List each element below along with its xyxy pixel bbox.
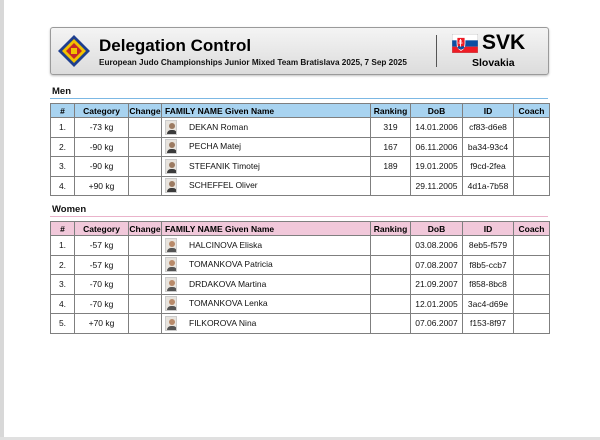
row-number: 2.: [51, 137, 75, 157]
change-cell: [129, 118, 162, 138]
coach-cell: [514, 157, 550, 177]
ranking-cell: 167: [371, 137, 411, 157]
category-cell: -70 kg: [75, 275, 129, 295]
athlete-name: HALCINOVA Eliska: [189, 239, 263, 250]
ranking-cell: [371, 294, 411, 314]
athlete-name: SCHEFFEL Oliver: [189, 180, 258, 190]
coach-cell: [514, 255, 550, 275]
row-number: 1.: [51, 118, 75, 138]
ranking-cell: [371, 275, 411, 295]
athlete-cell: [162, 275, 371, 295]
col-category: Category: [75, 104, 129, 118]
id-cell: ba34-93c4: [463, 137, 514, 157]
id-cell: cf83-d6e8: [463, 118, 514, 138]
athlete-cell: [162, 137, 371, 157]
country-code: SVK: [482, 31, 526, 54]
event-subtitle: European Judo Championships Junior Mixed Team Bratislava 2025, 7 Sep 2025: [99, 58, 407, 67]
dob-cell: 06.11.2006: [411, 137, 463, 157]
slovakia-flag: [452, 34, 478, 53]
athlete-photo-icon: [165, 159, 177, 174]
dob-cell: 07.08.2007: [411, 255, 463, 275]
ranking-cell: [371, 255, 411, 275]
row-number: 3.: [51, 275, 75, 295]
european-judo-union-logo: [57, 34, 91, 68]
table-row: [51, 275, 550, 295]
id-cell: 3ac4-d69e: [463, 294, 514, 314]
ranking-cell: [371, 314, 411, 334]
coach-cell: [514, 314, 550, 334]
women-header-row: [51, 222, 550, 236]
table-row: [51, 294, 550, 314]
dob-cell: 12.01.2005: [411, 294, 463, 314]
change-cell: [129, 275, 162, 295]
table-row: [51, 314, 550, 334]
athlete-name: PECHA Matej: [189, 141, 241, 151]
category-cell: -70 kg: [75, 294, 129, 314]
col-ranking: Ranking: [371, 104, 411, 118]
men-header-row: [51, 104, 550, 118]
category-cell: -73 kg: [75, 118, 129, 138]
athlete-photo-icon: [165, 120, 177, 135]
athlete-photo-icon: [165, 178, 177, 193]
change-cell: [129, 157, 162, 177]
col-dob: DoB: [411, 104, 463, 118]
category-cell: -90 kg: [75, 157, 129, 177]
dob-cell: 07.06.2007: [411, 314, 463, 334]
coach-cell: [514, 294, 550, 314]
col-id: ID: [463, 104, 514, 118]
coach-cell: [514, 137, 550, 157]
athlete-cell: [162, 314, 371, 334]
page-edge: [0, 0, 4, 440]
men-section-line: [50, 98, 548, 99]
coach-cell: [514, 236, 550, 256]
ranking-cell: [371, 176, 411, 196]
col-name: FAMILY NAME Given Name: [162, 222, 371, 236]
athlete-photo-icon: [165, 316, 177, 331]
coach-cell: [514, 118, 550, 138]
coach-cell: [514, 176, 550, 196]
col-number: #: [51, 222, 75, 236]
id-cell: f153-8f97: [463, 314, 514, 334]
athlete-cell: [162, 176, 371, 196]
athlete-name: FILKOROVA Nina: [189, 317, 257, 328]
category-cell: +70 kg: [75, 314, 129, 334]
id-cell: f858-8bc8: [463, 275, 514, 295]
col-coach: Coach: [514, 104, 550, 118]
men-table: [50, 103, 550, 196]
col-change: Change: [129, 223, 161, 234]
athlete-photo-icon: [165, 257, 177, 272]
change-cell: [129, 294, 162, 314]
women-table: [50, 221, 550, 334]
row-number: 4.: [51, 294, 75, 314]
col-number: #: [51, 104, 75, 118]
dob-cell: 19.01.2005: [411, 157, 463, 177]
category-cell: +90 kg: [75, 176, 129, 196]
row-number: 4.: [51, 176, 75, 196]
category-cell: -57 kg: [75, 236, 129, 256]
category-cell: -90 kg: [75, 137, 129, 157]
ranking-cell: [371, 236, 411, 256]
change-cell: [129, 255, 162, 275]
col-category: Category: [75, 222, 129, 236]
id-cell: f8b5-ccb7: [463, 255, 514, 275]
id-cell: f9cd-2fea: [463, 157, 514, 177]
table-row: [51, 236, 550, 256]
athlete-cell: [162, 294, 371, 314]
col-ranking: Ranking: [371, 222, 411, 236]
change-cell: [129, 137, 162, 157]
athlete-cell: [162, 118, 371, 138]
athlete-cell: [162, 255, 371, 275]
col-name: FAMILY NAME Given Name: [162, 104, 371, 118]
coach-cell: [514, 275, 550, 295]
athlete-name: TOMANKOVA Patricia: [189, 259, 273, 269]
dob-cell: 14.01.2006: [411, 118, 463, 138]
dob-cell: 03.08.2006: [411, 236, 463, 256]
row-number: 5.: [51, 314, 75, 334]
table-row: [51, 118, 550, 138]
dob-cell: 29.11.2005: [411, 176, 463, 196]
athlete-name: DRDAKOVA Martina: [189, 278, 267, 289]
row-number: 1.: [51, 236, 75, 256]
table-row: [51, 176, 550, 196]
table-row: [51, 255, 550, 275]
athlete-cell: [162, 236, 371, 256]
athlete-photo-icon: [165, 296, 177, 311]
dob-cell: 21.09.2007: [411, 275, 463, 295]
change-cell: [129, 314, 162, 334]
ranking-cell: 189: [371, 157, 411, 177]
athlete-photo-icon: [165, 139, 177, 154]
athlete-name: STEFANIK Timotej: [189, 160, 260, 171]
men-section-title: Men: [52, 86, 71, 97]
row-number: 2.: [51, 255, 75, 275]
row-number: 3.: [51, 157, 75, 177]
athlete-photo-icon: [165, 277, 177, 292]
col-coach: Coach: [514, 222, 550, 236]
col-change: Change: [129, 105, 161, 116]
country-name: Slovakia: [472, 57, 515, 69]
athlete-photo-icon: [165, 238, 177, 253]
col-dob: DoB: [411, 222, 463, 236]
women-section-title: Women: [52, 204, 87, 215]
athlete-name: TOMANKOVA Lenka: [189, 298, 268, 308]
page-title: Delegation Control: [99, 36, 252, 55]
id-cell: 8eb5-f579: [463, 236, 514, 256]
women-section-line: [50, 216, 548, 217]
change-cell: [129, 236, 162, 256]
change-cell: [129, 176, 162, 196]
table-row: [51, 137, 550, 157]
ranking-cell: 319: [371, 118, 411, 138]
header-divider: [436, 35, 437, 67]
id-cell: 4d1a-7b58: [463, 176, 514, 196]
table-row: [51, 157, 550, 177]
athlete-name: DEKAN Roman: [189, 121, 249, 132]
col-id: ID: [463, 222, 514, 236]
delegation-header: [50, 27, 549, 75]
category-cell: -57 kg: [75, 255, 129, 275]
athlete-cell: [162, 157, 371, 177]
